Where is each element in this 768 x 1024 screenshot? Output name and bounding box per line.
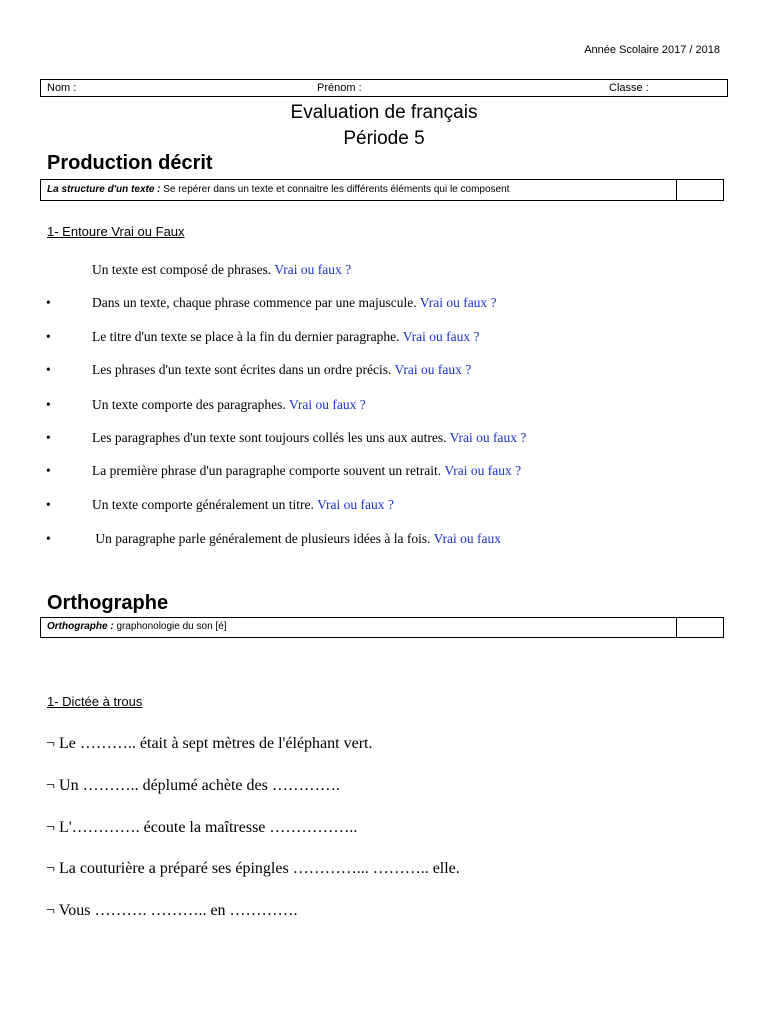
question-row: [46, 497, 394, 513]
answer-prompt: Vrai ou faux ?: [444, 463, 522, 478]
nom-label: Nom :: [47, 82, 77, 94]
exercise-title-dictee: 1- Dictée à trous: [47, 694, 143, 709]
question-row: [46, 329, 479, 345]
question-row: [46, 262, 351, 278]
question-text: Les phrases d'un texte sont écrites dans un ordre précis.: [92, 362, 392, 377]
question-text: Un texte comporte généralement un titre.: [92, 497, 314, 512]
section-production-title: Production décrit: [47, 152, 213, 174]
document-title: [0, 100, 768, 152]
question-text: La première phrase d'un paragraphe comporte souvent un retrait.: [92, 463, 442, 478]
title-line-1: Evaluation de français: [290, 102, 478, 123]
dictation-line: ¬ Le ……….. était à sept mètres de l'éléphant vert.: [46, 735, 373, 752]
answer-prompt: Vrai ou faux ?: [274, 262, 352, 277]
section-orthographe-title: Orthographe: [47, 592, 169, 614]
skill-label: Orthographe :: [47, 621, 114, 632]
bullet: •: [46, 295, 51, 310]
bullet: •: [46, 329, 51, 344]
dictation-line: ¬ La couturière a préparé ses épingles …………... ……….. elle.: [46, 860, 460, 877]
question-text: Le titre d'un texte se place à la fin du dernier paragraphe.: [92, 329, 400, 344]
skill-description: Se repérer dans un texte et connaitre les différents éléments qui le composent: [163, 184, 510, 195]
question-text: Les paragraphes d'un texte sont toujours collés les uns aux autres.: [92, 430, 447, 445]
grade-cell: [676, 180, 723, 200]
question-text: Dans un texte, chaque phrase commence par une majuscule.: [92, 295, 417, 310]
answer-prompt: Vrai ou faux: [433, 531, 502, 546]
identity-box: [40, 79, 728, 97]
answer-prompt: Vrai ou faux ?: [402, 329, 480, 344]
question-text: Un texte comporte des paragraphes.: [92, 397, 286, 412]
skill-box-structure: [40, 179, 724, 201]
question-row: [46, 531, 501, 547]
school-year: Année Scolaire 2017 / 2018: [584, 44, 720, 56]
skill-label: La structure d'un texte :: [47, 184, 161, 195]
prenom-label: Prénom :: [317, 82, 362, 94]
bullet: •: [46, 397, 51, 412]
question-row: [46, 295, 497, 311]
skill-description: graphonologie du son [é]: [116, 621, 227, 632]
classe-label: Classe :: [609, 82, 649, 94]
skill-text: [47, 621, 227, 632]
bullet: •: [46, 362, 51, 377]
answer-prompt: Vrai ou faux ?: [394, 362, 472, 377]
question-row: [46, 362, 471, 378]
question-row: [46, 430, 526, 446]
dictation-line: ¬ Vous ………. ……….. en ………….: [46, 902, 298, 919]
answer-prompt: Vrai ou faux ?: [419, 295, 497, 310]
dictation-line: ¬ L'…………. écoute la maîtresse ……………..: [46, 819, 358, 836]
skill-box-orthographe: [40, 617, 724, 638]
question-text: Un paragraphe parle généralement de plusieurs idées à la fois.: [92, 531, 431, 546]
answer-prompt: Vrai ou faux ?: [449, 430, 527, 445]
question-text: Un texte est composé de phrases.: [92, 262, 272, 277]
bullet: •: [46, 463, 51, 478]
answer-prompt: Vrai ou faux ?: [288, 397, 366, 412]
skill-text: [47, 184, 509, 195]
dictation-line: ¬ Un ……….. déplumé achète des ………….: [46, 777, 340, 794]
question-row: [46, 397, 366, 413]
title-line-2: Période 5: [343, 128, 425, 149]
bullet: •: [46, 531, 51, 546]
bullet: •: [46, 497, 51, 512]
answer-prompt: Vrai ou faux ?: [317, 497, 394, 512]
bullet: •: [46, 430, 51, 445]
question-row: [46, 463, 521, 479]
exercise-title-vrai-faux: 1- Entoure Vrai ou Faux: [47, 224, 185, 239]
grade-cell: [676, 618, 723, 637]
